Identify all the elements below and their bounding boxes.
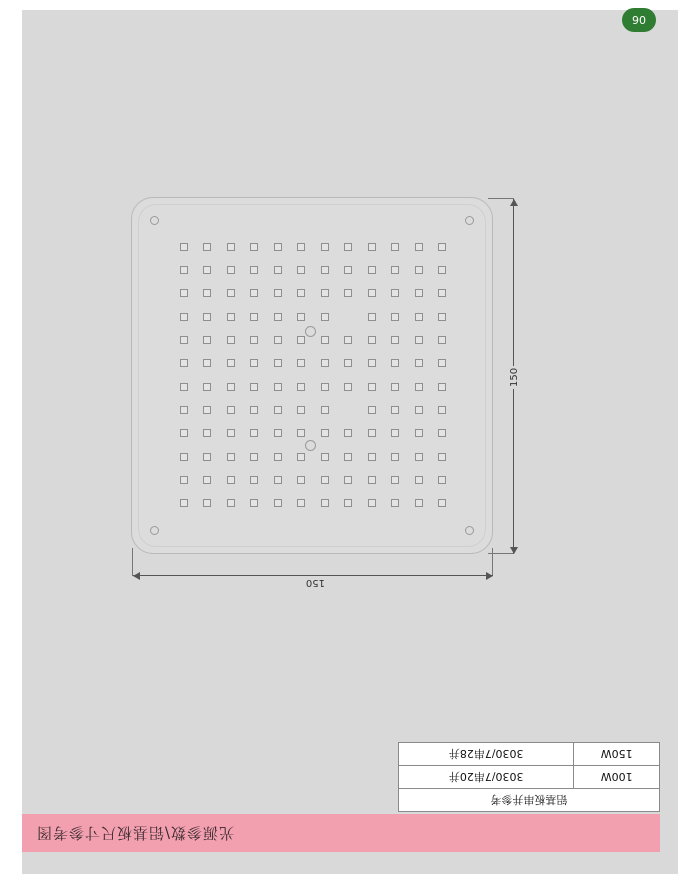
led-pad [391,289,399,297]
height-dimension-label: 150 [509,367,520,387]
led-pad [203,243,211,251]
led-pad [297,406,305,414]
led-pad [321,429,329,437]
led-pad [180,476,188,484]
led-pad [180,313,188,321]
mount-hole-icon [150,526,159,535]
led-pad [180,336,188,344]
led-pad [415,313,423,321]
led-pad [415,383,423,391]
table-row [399,743,660,766]
led-pad [344,266,352,274]
led-pad [274,289,282,297]
led-pad [227,313,235,321]
led-pad [344,359,352,367]
led-pad [250,383,258,391]
width-dimension-label: 150 [303,577,328,588]
led-pad [391,453,399,461]
led-pad [203,476,211,484]
led-pad [321,289,329,297]
led-pad [368,429,376,437]
led-pad [438,289,446,297]
led-pad [344,383,352,391]
led-pad [321,453,329,461]
led-pad [250,429,258,437]
led-pad [391,429,399,437]
led-pad [203,499,211,507]
led-pad [227,359,235,367]
led-pad [180,499,188,507]
cell-config: 3030/7串28并 [399,743,574,766]
led-pad [415,429,423,437]
led-pad [274,429,282,437]
led-pad [321,499,329,507]
led-pad [274,336,282,344]
led-pad [344,289,352,297]
spec-table [398,742,660,812]
page-sheet [22,10,678,874]
led-pad [438,499,446,507]
led-pad [344,499,352,507]
led-array [172,235,454,515]
led-pad [297,289,305,297]
led-pad [297,336,305,344]
led-pad [321,336,329,344]
table-row [399,766,660,789]
led-pad [250,266,258,274]
cell-power: 150W [574,743,660,766]
mount-hole-icon [150,216,159,225]
led-pad [415,266,423,274]
led-pad [368,406,376,414]
led-pad [250,453,258,461]
led-pad-empty [345,314,351,320]
led-pad [344,243,352,251]
led-pad [391,383,399,391]
led-pad [180,383,188,391]
led-pad [180,453,188,461]
led-pad [321,406,329,414]
led-pad [203,406,211,414]
led-pad [250,406,258,414]
led-pad [391,476,399,484]
led-pad [321,476,329,484]
led-pad [438,429,446,437]
led-pad [227,383,235,391]
led-pad [180,429,188,437]
led-pad [180,266,188,274]
aluminum-pcb-outline [131,197,493,554]
led-pad [297,313,305,321]
mount-hole-icon [465,216,474,225]
led-pad [227,243,235,251]
led-pad [227,429,235,437]
led-pad [391,336,399,344]
led-pad [274,499,282,507]
led-pad [203,429,211,437]
led-pad [227,406,235,414]
led-pad [438,336,446,344]
led-pad [368,499,376,507]
led-pad [415,499,423,507]
led-pad [250,313,258,321]
led-pad [180,359,188,367]
led-pad [250,499,258,507]
banner-title: 光源参数\铝基板尺寸参考图 [36,824,235,842]
led-pad [438,453,446,461]
cell-config: 3030/7串20并 [399,766,574,789]
mount-hole-icon [465,526,474,535]
led-pad [415,336,423,344]
led-pad [274,266,282,274]
led-pad [274,359,282,367]
led-pad [180,406,188,414]
led-pad [391,499,399,507]
led-pad [203,383,211,391]
led-pad [203,289,211,297]
led-pad [368,266,376,274]
led-pad [227,289,235,297]
led-pad [180,243,188,251]
led-pad [438,476,446,484]
led-pad [297,266,305,274]
led-pad [227,336,235,344]
led-pad [227,476,235,484]
led-pad [227,266,235,274]
led-pad [368,336,376,344]
led-pad [368,453,376,461]
led-pad [250,336,258,344]
section-banner [22,814,660,852]
led-pad [203,266,211,274]
led-pad [344,336,352,344]
led-pad [321,383,329,391]
led-pad [344,453,352,461]
led-pad [274,406,282,414]
pcb-dimension-drawing [128,174,528,594]
led-pad [297,453,305,461]
led-pad [297,243,305,251]
led-pad [415,289,423,297]
led-pad [368,383,376,391]
led-pad [250,243,258,251]
led-pad [274,383,282,391]
led-pad [274,476,282,484]
width-dimension-line [133,575,493,576]
led-pad [368,359,376,367]
led-pad [391,266,399,274]
led-pad [438,266,446,274]
led-pad [274,453,282,461]
led-pad [203,453,211,461]
spec-table-header: 铝基板串并参考 [399,789,660,812]
led-pad [438,313,446,321]
led-pad [227,499,235,507]
cell-power: 100W [574,766,660,789]
led-pad [297,476,305,484]
led-pad [180,289,188,297]
led-pad [297,499,305,507]
led-pad [438,359,446,367]
led-pad [297,359,305,367]
led-pad [391,359,399,367]
led-pad [227,453,235,461]
led-pad [297,383,305,391]
led-pad [297,429,305,437]
led-pad [438,383,446,391]
led-pad [344,476,352,484]
table-header-row [399,789,660,812]
led-pad [415,243,423,251]
led-pad [368,243,376,251]
led-pad [250,289,258,297]
led-pad [250,359,258,367]
page-number-badge: 06 [622,8,656,32]
led-pad [415,406,423,414]
led-pad [321,243,329,251]
led-pad [321,359,329,367]
led-pad [344,429,352,437]
led-pad [415,359,423,367]
led-pad [438,243,446,251]
led-pad [203,313,211,321]
led-pad [391,243,399,251]
led-pad [368,289,376,297]
led-pad [368,313,376,321]
led-pad [415,453,423,461]
led-pad [203,336,211,344]
led-pad [438,406,446,414]
led-pad [203,359,211,367]
led-pad-empty [345,407,351,413]
led-pad [321,313,329,321]
led-pad [274,313,282,321]
led-pad [250,476,258,484]
led-pad [321,266,329,274]
led-pad [415,476,423,484]
led-pad [391,313,399,321]
led-pad [391,406,399,414]
led-pad [274,243,282,251]
led-pad [368,476,376,484]
